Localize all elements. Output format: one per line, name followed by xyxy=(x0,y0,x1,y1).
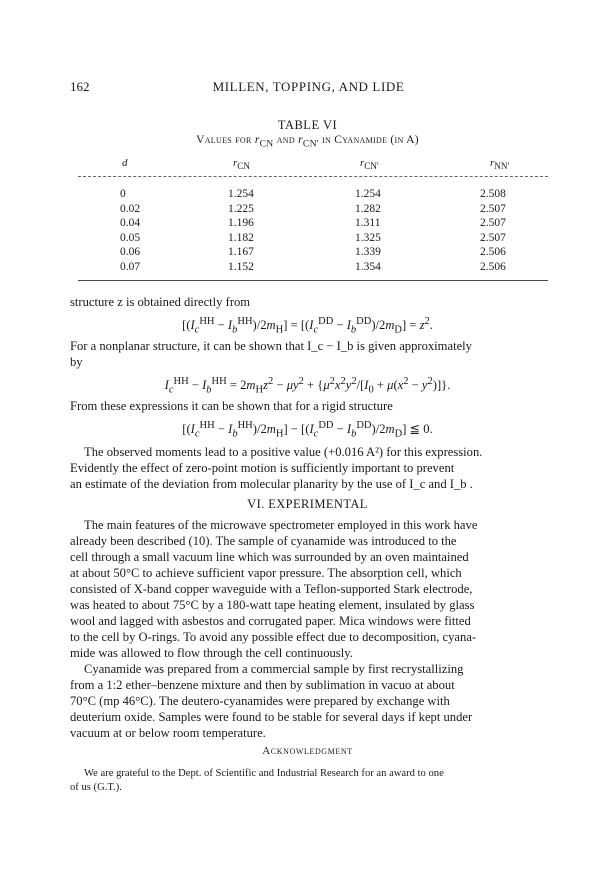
table-cell: 0.04 xyxy=(120,217,141,229)
table-cell: 2.506 xyxy=(480,260,506,273)
paragraph-intro xyxy=(70,294,547,310)
text-line: 70°C (mp 46°C). The deutero-cyanamides were prepared by exchange with xyxy=(70,694,450,708)
table-cell: 2.508 xyxy=(480,188,506,200)
text-line: cell through a small vacuum line which was surrounded by an oven maintained xyxy=(70,550,469,564)
text-line: For a nonplanar structure, it can be shown that I_c − I_b is given approximately xyxy=(70,339,472,353)
table-cell: 1.339 xyxy=(355,246,381,258)
paragraph-nonplanar xyxy=(70,338,547,370)
section-heading: VI. EXPERIMENTAL xyxy=(247,497,368,511)
text-line: at about 50°C to achieve sufficient vapor pressure. The absorption cell, which xyxy=(70,566,462,580)
running-head-title: MILLEN, TOPPING, AND LIDE xyxy=(212,79,405,94)
text-line: consisted of X-band copper waveguide with a Teflon-supported Stark electrode, xyxy=(70,582,473,596)
text-line: deuterium oxide. Samples were found to be stable for several days if kept under xyxy=(70,710,473,724)
text-line: of us (G.T.). xyxy=(70,782,122,793)
text-line: by xyxy=(70,355,83,369)
paragraph-experimental-1 xyxy=(70,517,547,661)
equation-2: $I_c^{HH} - I_b^{HH} = 2m_Hz^2 - \mu y^2 + \{\mu^2x^2y^2/[I_0 + \mu(x^2 - y^2)]\}$. xyxy=(164,376,451,396)
table-cell: 0 xyxy=(120,188,126,200)
text-line: already been described (10). The sample of cyanamide was introduced to the xyxy=(70,534,457,548)
table-cell: 2.507 xyxy=(480,217,506,229)
table-header-rcn-prime: $r_{CN'}$ xyxy=(360,157,379,172)
text-line: Cyanamide was prepared from a commercial sample by first recrystallizing xyxy=(84,662,464,676)
acknowledgment-heading: Acknowledgment xyxy=(262,745,353,757)
table-header-d: d xyxy=(122,157,128,169)
text-line: was heated to about 75°C by a 180-watt tape heating element, insulated by glass xyxy=(70,598,475,612)
table-cell: 1.354 xyxy=(355,260,381,273)
table-cell: 2.506 xyxy=(480,246,506,258)
table-cell: 1.182 xyxy=(228,231,254,244)
table-cell: 0.07 xyxy=(120,260,141,273)
text-line: Evidently the effect of zero-point motion is sufficiently important to prevent xyxy=(70,461,455,475)
equation-3: $[(I_c^{HH} - I_b^{HH})/2m_H] - [(I_c^{DD} - I_b^{DD})/2m_D]$ ≦ 0. xyxy=(182,420,433,440)
table-caption: Values for $r_{CN}$ and $r_{CN'}$ in Cyanamide (in A) xyxy=(196,134,419,150)
text-line: structure z is obtained directly from xyxy=(70,295,251,309)
table-title: TABLE VI xyxy=(277,118,338,132)
table-cell: 2.507 xyxy=(480,231,506,244)
table-cell: 0.02 xyxy=(120,202,141,215)
table-header-rcn: $r_{CN}$ xyxy=(233,157,251,172)
text-line: vacuum at or below room temperature. xyxy=(70,726,266,740)
text-line: from a 1:2 ether–benzene mixture and then by sublimation in vacuo at about xyxy=(70,678,455,692)
table-cell: 1.196 xyxy=(228,217,254,229)
table-cell: 1.325 xyxy=(355,231,381,244)
text-line: The main features of the microwave spectrometer employed in this work have xyxy=(84,518,478,532)
table-cell: 1.152 xyxy=(228,260,254,273)
text-line: The observed moments lead to a positive value (+0.016 A²) for this expression. xyxy=(84,445,483,459)
table-cell: 1.225 xyxy=(228,202,254,215)
table-cell: 2.507 xyxy=(480,202,506,215)
table-cell: 1.311 xyxy=(355,217,381,229)
text-line: From these expressions it can be shown that for a rigid structure xyxy=(70,399,393,413)
text-line: an estimate of the deviation from molecular planarity by the use of I_c and I_b . xyxy=(70,477,473,491)
page-number: 162 xyxy=(70,79,90,94)
table-cell: 0.05 xyxy=(120,231,141,244)
table-cell: 1.167 xyxy=(228,246,254,258)
text-line: We are grateful to the Dept. of Scientific and Industrial Research for an award to one xyxy=(84,768,444,779)
table-bottom-rule xyxy=(78,280,548,281)
running-head xyxy=(70,79,547,97)
paragraph-rigid xyxy=(70,398,547,414)
table-cell: 1.254 xyxy=(355,188,381,200)
text-line: wool and lagged with asbestos and corrugated paper. Mica windows were fitted xyxy=(70,614,471,628)
text-line: mide was allowed to flow through the cell continuously. xyxy=(70,646,353,660)
table-header-rule xyxy=(78,176,548,177)
text-line: to the cell by O-rings. To avoid any possible effect due to decomposition, cyana- xyxy=(70,630,477,644)
acknowledgment-text xyxy=(70,767,547,795)
table-header-rnn-prime: $r_{NN'}$ xyxy=(490,157,510,172)
table-cell: 1.282 xyxy=(355,202,381,215)
paragraph-observed xyxy=(70,444,547,492)
equation-1: $[(I_c^{HH} - I_b^{HH})/2m_H] = [(I_c^{DD} - I_b^{DD})/2m_D] = z^2$. xyxy=(182,316,433,336)
table-cell: 1.254 xyxy=(228,188,254,200)
paragraph-experimental-2 xyxy=(70,661,547,741)
table-cell: 0.06 xyxy=(120,246,141,258)
